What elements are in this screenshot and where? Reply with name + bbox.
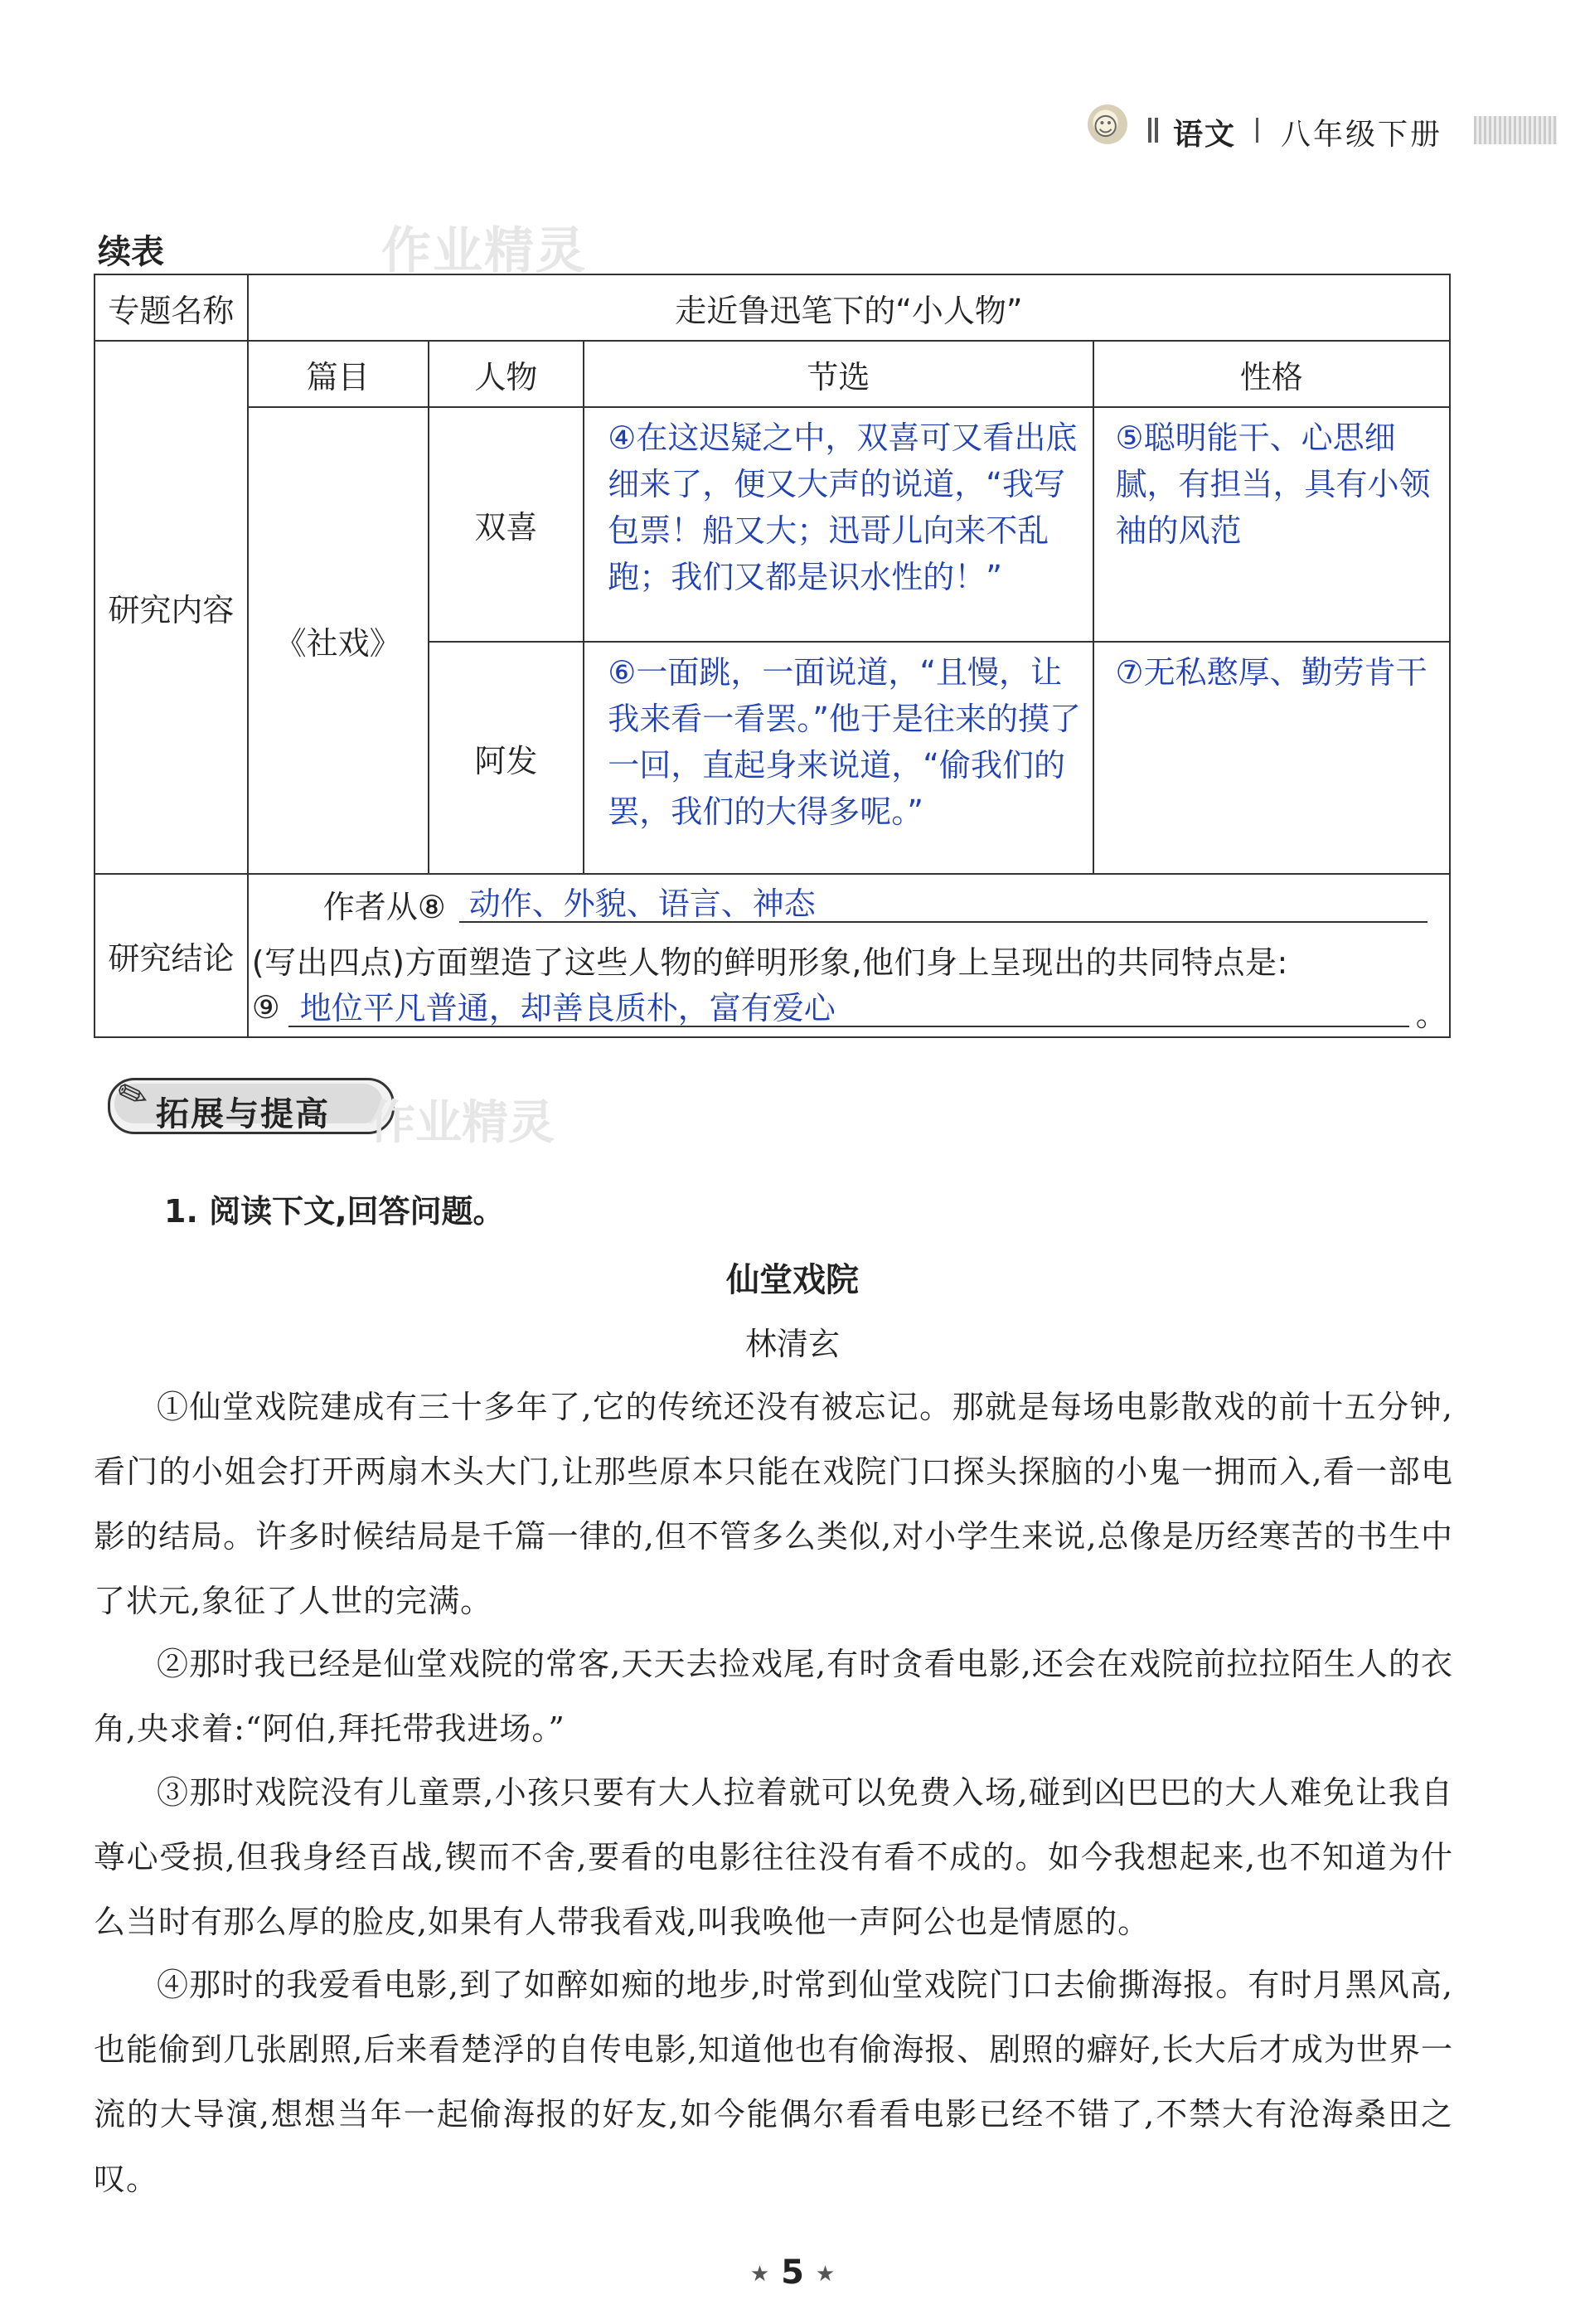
excerpt-cell xyxy=(584,642,1093,874)
section-title: 拓展与提高 xyxy=(156,1095,330,1133)
article-cell: 《社戏》 xyxy=(248,407,429,874)
trait-cell xyxy=(1093,642,1451,874)
header-divider xyxy=(1155,118,1158,143)
smile-icon: ☺ xyxy=(1093,113,1119,142)
col-header-excerpt: 节选 xyxy=(584,341,1093,407)
conclusion-answer-1: 动作、外貌、语言、神态 xyxy=(468,885,816,922)
article-title: 仙堂戏院 xyxy=(726,1261,859,1299)
col-header-article: 篇目 xyxy=(248,341,429,407)
paragraph: ③那时戏院没有儿童票,小孩只要有大人拉着就可以免费入场,碰到凶巴巴的大人难免让我自尊心受损,但我身经百战,锲而不舍,要看的电影往往没有看不成的。如今我想起来,也不知道为什么当时有那么厚的脸皮,如果有人带我看戏,叫我唤他一声阿公也是情愿的。 xyxy=(94,1774,1453,1940)
conclusion-answer-2: 地位平凡普通，却善良质朴，富有爱心 xyxy=(299,990,836,1026)
page-number-block xyxy=(0,2254,1585,2292)
header-divider xyxy=(1256,118,1258,143)
continued-label: 续表 xyxy=(98,233,164,271)
conclusion-cell xyxy=(248,874,1450,1037)
question-prompt: 1. 阅读下文,回答问题。 xyxy=(164,1193,505,1230)
answer-number: ④ xyxy=(608,420,637,456)
col-header-person: 人物 xyxy=(429,341,584,407)
col-header-trait: 性格 xyxy=(1093,341,1451,407)
star-icon: ★ xyxy=(749,2262,770,2287)
excerpt-answer: 一面跳，一面说道，“且慢，让我来看一看罢。”他于是往来的摸了一回，直起身来说道，“偷我们的罢，我们的大得多呢。” xyxy=(608,654,1081,830)
article-author: 林清玄 xyxy=(744,1326,840,1362)
grade-label: 八年级下册 xyxy=(1281,118,1443,152)
header-divider xyxy=(1148,118,1151,143)
excerpt-cell xyxy=(584,407,1093,642)
trait-answer: 无私憨厚、勤劳肯干 xyxy=(1143,654,1427,691)
trait-answer: 聪明能干、心思细腻，有担当，具有小领袖的风范 xyxy=(1115,420,1431,549)
paragraph: ①仙堂戏院建成有三十多年了,它的传统还没有被忘记。那就是每场电影散戏的前十五分钟,看门的小姐会打开两扇木头大门,让那些原本只能在戏院门口探头探脑的小鬼一拥而入,看一部电影的结局。许多时候结局是千篇一律的,但不管多么类似,对小学生来说,总像是历经寒苦的书生中了状元,象征了人世的完满。 xyxy=(94,1389,1453,1619)
conclusion-end: 。 xyxy=(1415,997,1447,1033)
excerpt-answer: 在这迟疑之中，双喜可又看出底细来了，便又大声的说道，“我写包票！船又大；迅哥儿向来不乱跑；我们又都是识水性的！” xyxy=(608,420,1078,595)
topic-label: 专题名称 xyxy=(95,274,248,341)
pencil-icon: ✎ xyxy=(111,1070,155,1121)
conclusion-text: (写出四点)方面塑造了这些人物的鲜明形象,他们身上呈现出的共同特点是: xyxy=(251,944,1288,981)
subject-label: 语文 xyxy=(1173,118,1237,152)
header-decoration xyxy=(1474,116,1557,144)
answer-number: ⑨ xyxy=(251,989,280,1026)
trait-cell xyxy=(1093,407,1451,642)
answer-number: ⑥ xyxy=(608,654,637,691)
person-cell: 双喜 xyxy=(429,407,584,642)
answer-number: ⑦ xyxy=(1115,654,1144,691)
conclusion-label: 研究结论 xyxy=(95,874,248,1037)
paragraph: ④那时的我爱看电影,到了如醉如痴的地步,时常到仙堂戏院门口去偷撕海报。有时月黑风高,也能偷到几张剧照,后来看楚浮的自传电影,知道他也有偷海报、剧照的癖好,长大后才成为世界一流的大导演,想想当年一起偷海报的好友,如今能偶尔看看电影已经不错了,不禁大有沧海桑田之叹。 xyxy=(94,1967,1453,2197)
page-number: 5 xyxy=(781,2254,804,2292)
conclusion-prefix: 作者从⑧ xyxy=(322,889,446,925)
answer-number: ⑤ xyxy=(1115,420,1144,456)
topic-value: 走近鲁迅笔下的“小人物” xyxy=(248,274,1450,341)
research-label: 研究内容 xyxy=(95,341,248,874)
watermark: 作业精灵 xyxy=(369,1096,555,1150)
person-cell: 阿发 xyxy=(429,642,584,874)
paragraph: ②那时我已经是仙堂戏院的常客,天天去捡戏尾,有时贪看电影,还会在戏院前拉拉陌生人的衣角,央求着:“阿伯,拜托带我进场。” xyxy=(94,1646,1453,1747)
star-icon: ★ xyxy=(815,2262,836,2287)
study-table xyxy=(94,274,1451,1038)
watermark: 作业精灵 xyxy=(381,222,587,280)
